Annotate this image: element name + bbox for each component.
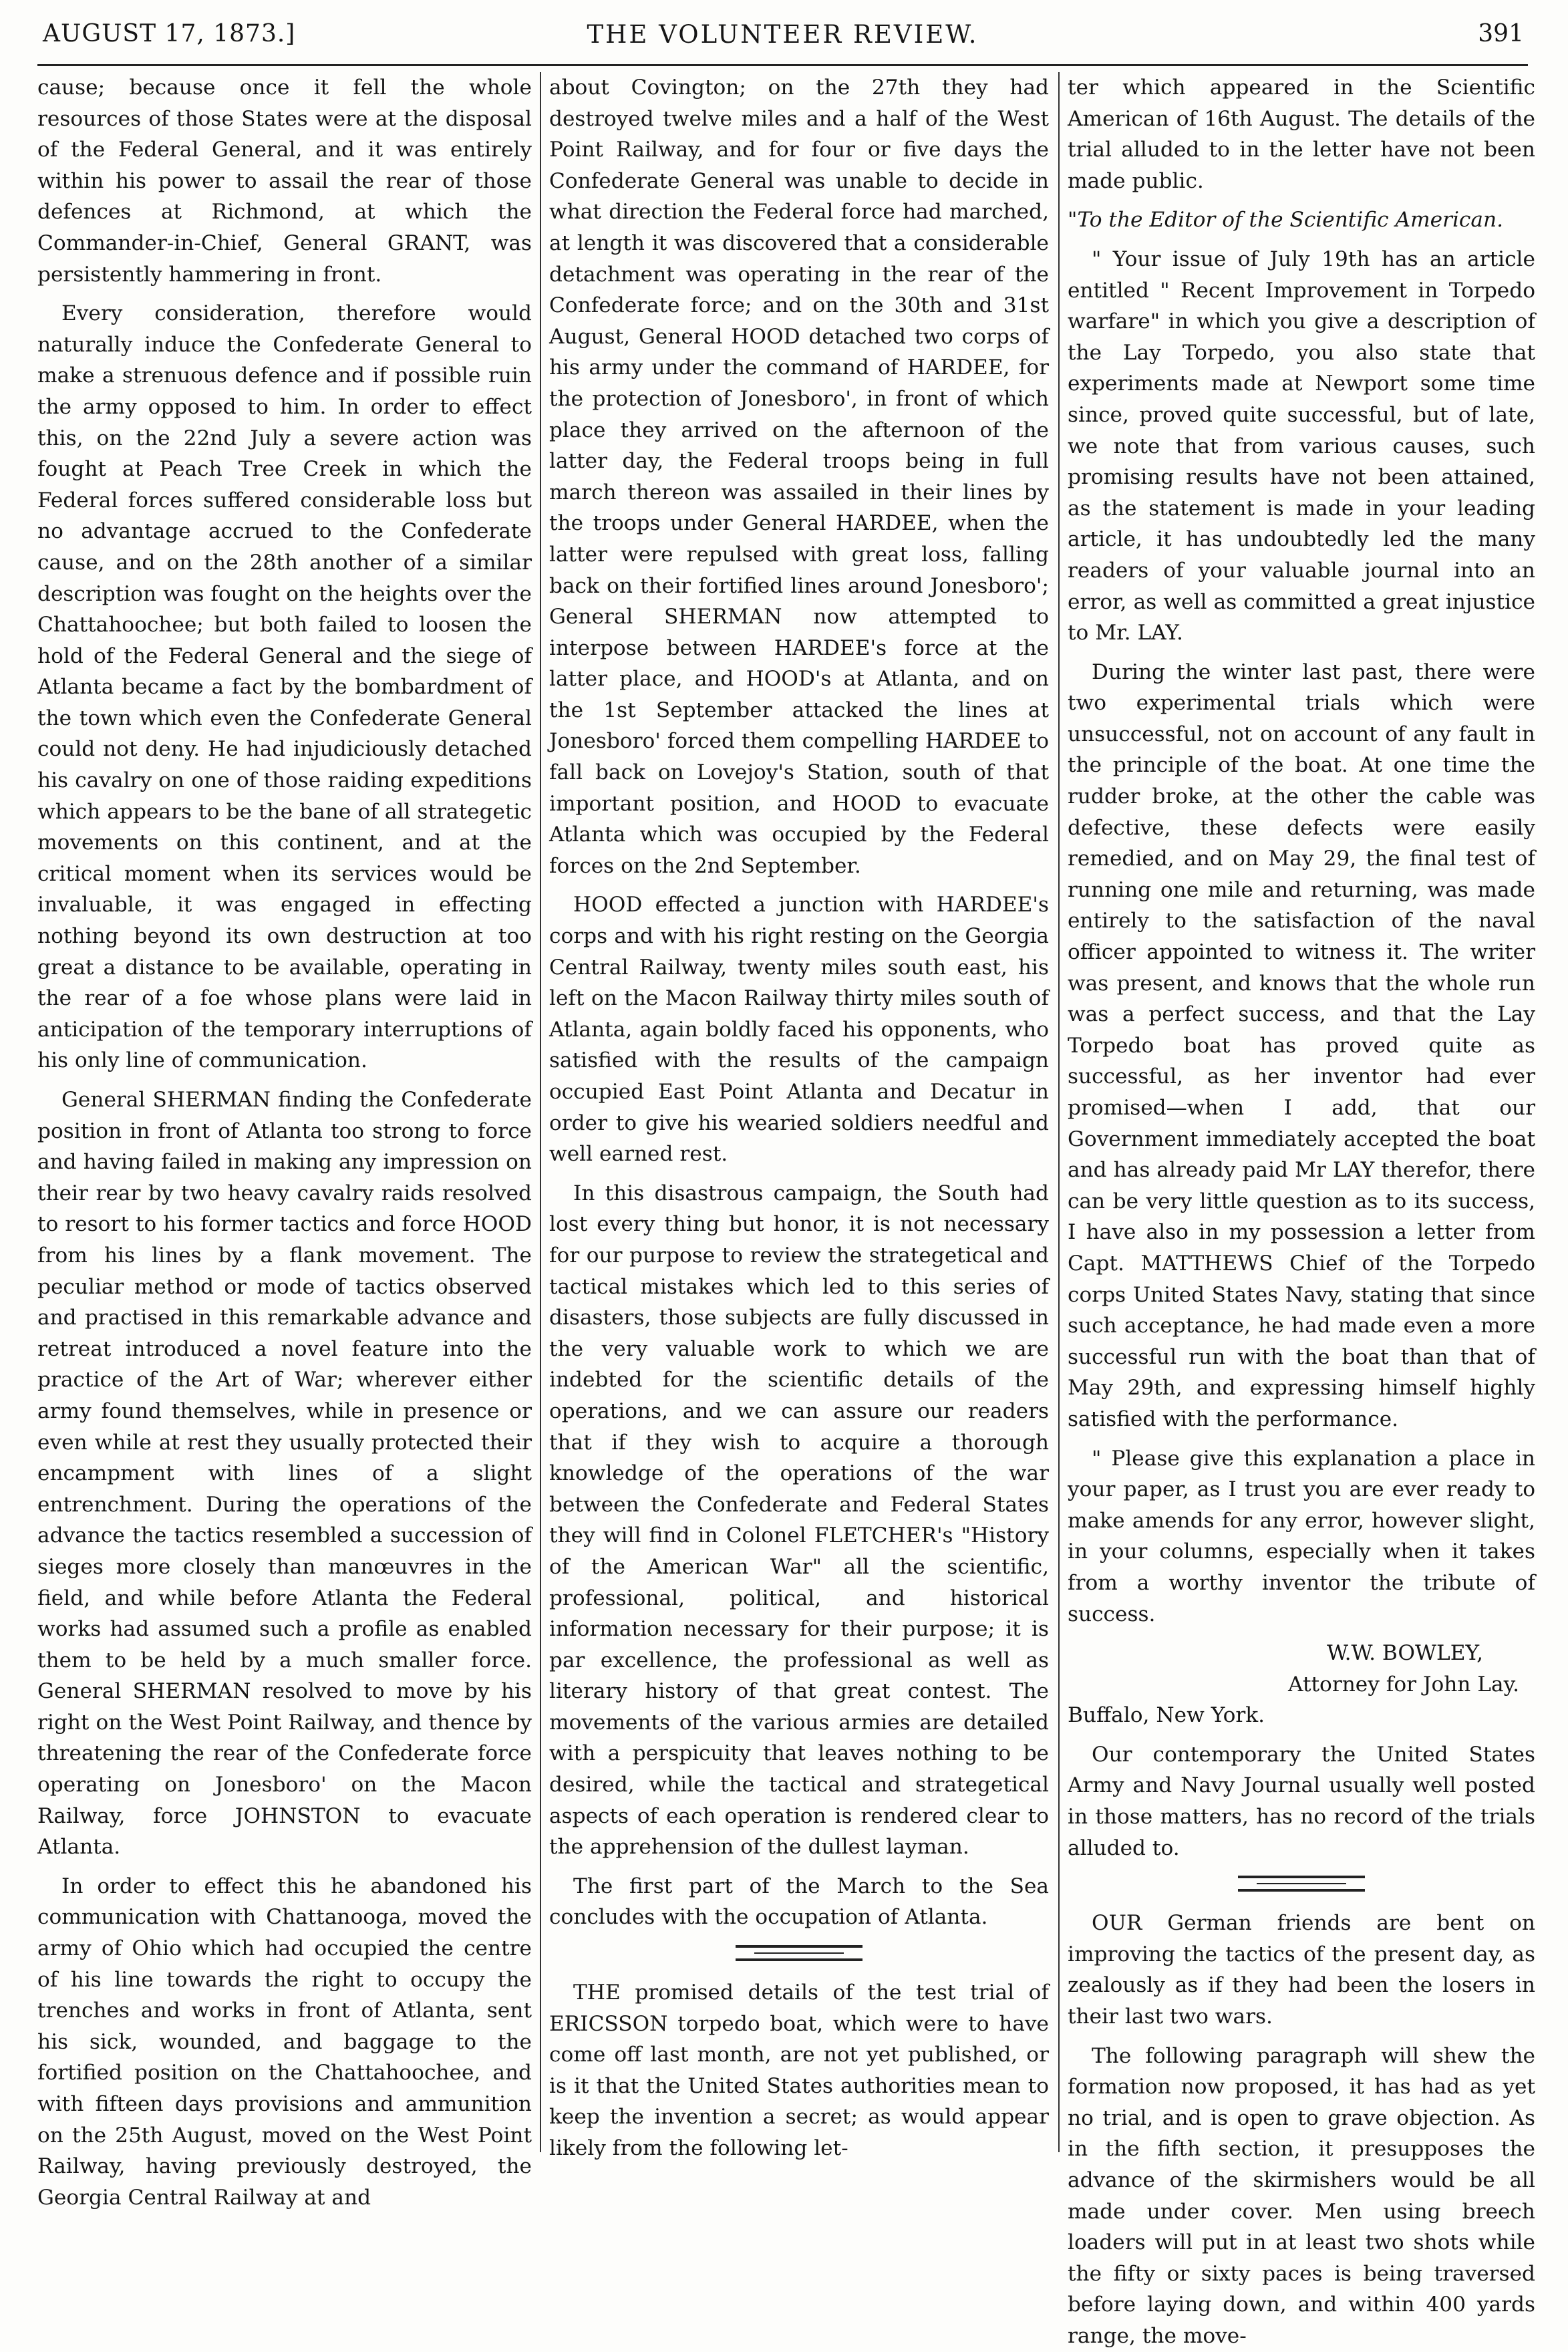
letter-signature-title: Attorney for John Lay. xyxy=(1288,1672,1519,1697)
article-paragraph: The first part of the March to the Sea concludes with the occupation of Atlanta. xyxy=(549,1874,1049,1930)
letter-paragraph: During the winter last past, there were two experimental trials which were unsuccessful, not on account of any fault in the principle of the boat. At one time the rudder broke, at the other the cable was defective, these defects were easily remedied, and on May 29, the final test of running one mile and returning, was made entirely to the satisfaction of the naval officer appointed to witness it. The writer was present, and knows that the whole run was a perfect success, and that the Lay Torpedo boat has proved quite as successful, as her inventor had ever promised—when I add, that our Government immediately accepted the boat and has already paid Mr LAY therefor, there can be very little question as to its success, I have also in my possession a letter from Capt. MATTHEWS Chief of the Torpedo corps United States Navy, stating that since such acceptance, he had made even a more successful run with the boat than that of May 29th, and expressing himself highly satisfied with the performance. xyxy=(1068,659,1535,1431)
running-head xyxy=(37,20,1528,59)
column-3 xyxy=(1068,72,1535,2348)
letter-location: Buffalo, New York. xyxy=(1068,1703,1265,1728)
letter-paragraph: " Please give this explanation a place in your paper, as I trust you are ever ready to make amends for any error, however slight, in your columns, especially when it takes from a worthy inventor the tribute of success. xyxy=(1068,1446,1535,1626)
header-rule xyxy=(37,64,1528,66)
article-paragraph: cause; because once it fell the whole resources of those States were at the disposal of the Federal General, and it was entirely within his power to assail the rear of those defences at Richmond, at which the Commander-in-Chief, General GRANT, was persistently hammering in front. xyxy=(37,76,532,287)
page-number: 391 xyxy=(1478,20,1524,47)
letter-salutation: "To the Editor of the Scientific American. xyxy=(1068,208,1503,233)
letter-signature: W.W. BOWLEY, xyxy=(1326,1641,1483,1666)
article-paragraph: about Covington; on the 27th they had destroyed twelve miles and a half of the West Point Railway, and for four or five days the Confederate General was unable to decide in what direction the Federal force had marched, at length it was discovered that a considerable detachment was operating in the rear of the Confederate force; and on the 30th and 31st August, General HOOD detached two corps of his army under the command of HARDEE, for the protection of Jonesboro', in front of which place they arrived on the afternoon of the latter day, the Federal troops being in full march thereon was assailed in their lines by the troops under General HARDEE, when the latter were repulsed with great loss, falling back on their fortified lines around Jonesboro'; General SHERMAN now attempted to interpose between HARDEE's force at the latter place, and HOOD's at Atlanta, and on the 1st September attacked the lines at Jonesboro' forced them compelling HARDEE to fall back on Lovejoy's Station, south of that important position, and HOOD to evacuate Atlanta which was occupied by the Federal forces on the 2nd September. xyxy=(549,76,1049,878)
article-paragraph: The following paragraph will shew the formation now proposed, it has had as yet no trial, and is open to grave objection. As in the fifth section, it presupposes the advance of the skirmishers would be all made under cover. Men using breech loaders will put in at least two shots while the fifty or sixty paces is being traversed before laying down, and within 400 yards range, the move- xyxy=(1068,2043,1535,2348)
column-rule xyxy=(1058,72,1060,2152)
publication-title: THE VOLUNTEER REVIEW. xyxy=(587,20,979,49)
article-paragraph: General SHERMAN finding the Confederate position in front of Atlanta too strong to force and having failed in making any impression on their rear by two heavy cavalry raids resolved to resort to his former tactics and force HOOD from his lines by a flank movement. The peculiar method or mode of tactics observed and practised in this remarkable advance and retreat introduced a novel feature into the practice of the Art of War; wherever either army found themselves, while in presence or even while at rest they usually protected their encampment with lines of a slight entrenchment. During the operations of the advance the tactics resembled a succession of sieges more closely than manœuvres in the field, and while before Atlanta the Federal works had assumed such a profile as enabled them to be held by a much smaller force. General SHERMAN resolved to move by his right on the West Point Railway, and thence by threatening the rear of the Confederate force operating on Jonesboro' on the Macon Railway, force JOHNSTON to evacuate Atlanta. xyxy=(37,1088,532,1860)
article-paragraph: Our contemporary the United States Army and Navy Journal usually well posted in those matters, has no record of the trials alluded to. xyxy=(1068,1742,1535,1860)
article-paragraph: HOOD effected a junction with HARDEE's corps and with his right resting on the Georgia Central Railway, twenty miles south east, his left on the Macon Railway thirty miles south of Atlanta, again boldly faced his opponents, who satisfied with the results of the campaign occupied East Point Atlanta and Decatur in order to give his wearied soldiers needful and well earned rest. xyxy=(549,893,1049,1167)
article-paragraph: In order to effect this he abandoned his communication with Chattanooga, moved the army of Ohio which had occupied the centre of his line towards the right to occupy the trenches and works in front of Atlanta, sent his sick, wounded, and baggage to the fortified position on the Chattahoochee, and with fifteen days provisions and ammunition on the 25th August, moved on the West Point Railway, having previously destroyed, the Georgia Central Railway at and xyxy=(37,1874,532,2210)
column-rule xyxy=(540,72,541,2152)
column-1 xyxy=(37,72,532,2210)
article-paragraph: ter which appeared in the Scientific American of 16th August. The details of the trial alluded to in the letter have not been made public. xyxy=(1068,76,1535,193)
letter-paragraph: " Your issue of July 19th has an article entitled " Recent Improvement in Torpedo warfare" in which you give a description of the Lay Torpedo, you also state that experiments made at Newport some time since, proved quite successful, but of late, we note that from various causes, such promising results have not been attained, as the statement is made in your leading article, it has undoubtedly led the many readers of your valuable journal into an error, as well as committed a great injustice to Mr. LAY. xyxy=(1068,247,1535,645)
column-2 xyxy=(549,72,1049,2160)
section-separator xyxy=(736,1945,863,1961)
article-paragraph: THE promised details of the test trial of ERICSSON torpedo boat, which were to have come off last month, are not yet published, or is it that the United States authorities mean to keep the invention a secret; as would appear likely from the following let- xyxy=(549,1980,1049,2160)
issue-date: AUGUST 17, 1873.] xyxy=(43,20,296,47)
article-paragraph: In this disastrous campaign, the South had lost every thing but honor, it is not necessary for our purpose to review the strategetical and tactical mistakes which led to this series of disasters, those subjects are fully discussed in the very valuable work to which we are indebted for the scientific details of the operations, and we can assure our readers that if they wish to acquire a thorough knowledge of the operations of the war between the Confederate and Federal States they will find in Colonel FLETCHER's "History of the American War" all the scientific, professional, political, and historical information necessary for their purpose; it is par excellence, the professional as well as literary history of that great contest. The movements of the various armies are detailed with a perspicuity that leaves nothing to be desired, while the tactical and strategetical aspects of each operation is rendered clear to the apprehension of the dullest layman. xyxy=(549,1181,1049,1860)
section-separator xyxy=(1238,1876,1365,1892)
article-paragraph: OUR German friends are bent on improving the tactics of the present day, as zealously as if they had been the losers in their last two wars. xyxy=(1068,1911,1535,2029)
article-paragraph: Every consideration, therefore would naturally induce the Confederate General to make a strenuous defence and if possible ruin the army opposed to him. In order to effect this, on the 22nd July a severe action was fought at Peach Tree Creek in which the Federal forces suffered considerable loss but no advantage accrued to the Confederate cause, and on the 28th another of a similar description was fought on the heights over the Chattahoochee; but both failed to loosen the hold of the Federal General and the siege of Atlanta became a fact by the bombardment of the town which even the Confederate General could not deny. He had injudiciously detached his cavalry on one of those raiding expeditions which appears to be the bane of all strategetic movements on this continent, and at the critical moment when its services would be invaluable, it was engaged in effecting nothing beyond its own destruction at too great a distance to be available, operating in the rear of a foe whose plans were laid in anticipation of the temporary interruptions of his only line of communication. xyxy=(37,301,532,1073)
